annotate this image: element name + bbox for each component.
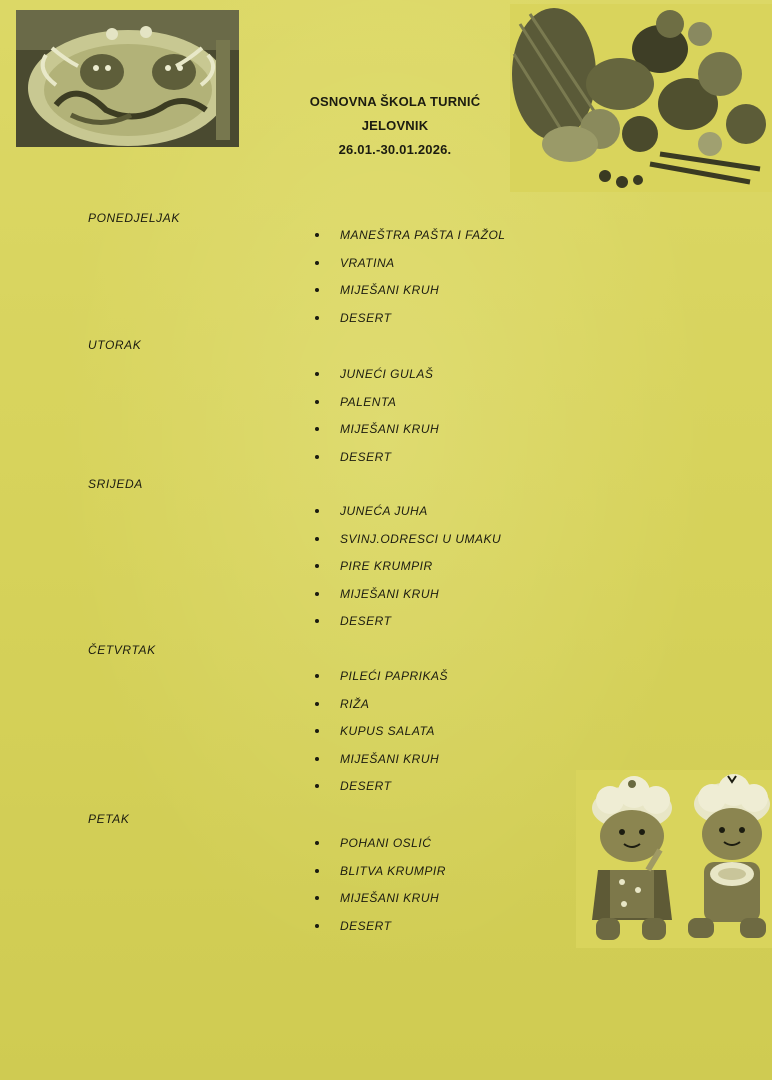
menu-item: VRATINA bbox=[312, 254, 505, 282]
day-items-thursday bbox=[312, 667, 448, 805]
menu-item: PIRE KRUMPIR bbox=[312, 557, 501, 585]
bullet-icon bbox=[315, 702, 319, 706]
bullet-icon bbox=[315, 455, 319, 459]
menu-item: PILEĆI PAPRIKAŠ bbox=[312, 667, 448, 695]
menu-item: POHANI OSLIĆ bbox=[312, 834, 446, 862]
day-items-tuesday bbox=[312, 365, 439, 475]
bullet-icon bbox=[315, 261, 319, 265]
bullet-icon bbox=[315, 592, 319, 596]
menu-item: MIJEŠANI KRUH bbox=[312, 585, 501, 613]
menu-item: JUNEĆA JUHA bbox=[312, 502, 501, 530]
menu-item: DESERT bbox=[312, 309, 505, 337]
day-label-friday: PETAK bbox=[88, 812, 130, 826]
day-label-thursday: ČETVRTAK bbox=[88, 643, 156, 657]
menu-item: MIJEŠANI KRUH bbox=[312, 420, 439, 448]
bullet-icon bbox=[315, 841, 319, 845]
vegetables-illustration bbox=[510, 4, 772, 192]
menu-dates: 26.01.-30.01.2026. bbox=[338, 142, 452, 157]
school-name: OSNOVNA ŠKOLA TURNIĆ bbox=[309, 94, 481, 109]
day-label-monday: PONEDJELJAK bbox=[88, 211, 180, 225]
bullet-icon bbox=[315, 564, 319, 568]
bullet-icon bbox=[315, 509, 319, 513]
menu-item: DESERT bbox=[312, 612, 501, 640]
bullet-icon bbox=[315, 316, 319, 320]
bullet-icon bbox=[315, 288, 319, 292]
menu-item: MIJEŠANI KRUH bbox=[312, 889, 446, 917]
day-items-wednesday bbox=[312, 502, 501, 640]
bullet-icon bbox=[315, 924, 319, 928]
bullet-icon bbox=[315, 427, 319, 431]
menu-item: PALENTA bbox=[312, 393, 439, 421]
plate-illustration bbox=[16, 10, 239, 147]
bullet-icon bbox=[315, 757, 319, 761]
day-items-friday bbox=[312, 834, 446, 944]
bullet-icon bbox=[315, 896, 319, 900]
menu-item: KUPUS SALATA bbox=[312, 722, 448, 750]
menu-item: MIJEŠANI KRUH bbox=[312, 750, 448, 778]
menu-item: RIŽA bbox=[312, 695, 448, 723]
vegetables-photo bbox=[510, 4, 772, 192]
menu-item: SVINJ.ODRESCI U UMAKU bbox=[312, 530, 501, 558]
bullet-icon bbox=[315, 233, 319, 237]
day-label-tuesday: UTORAK bbox=[88, 338, 142, 352]
menu-item: DESERT bbox=[312, 777, 448, 805]
menu-item: MIJEŠANI KRUH bbox=[312, 281, 505, 309]
bullet-icon bbox=[315, 537, 319, 541]
menu-title: JELOVNIK bbox=[361, 118, 429, 133]
menu-item: JUNEĆI GULAŠ bbox=[312, 365, 439, 393]
bullet-icon bbox=[315, 400, 319, 404]
menu-item: MANEŠTRA PAŠTA I FAŽOL bbox=[312, 226, 505, 254]
day-label-wednesday: SRIJEDA bbox=[88, 477, 143, 491]
bullet-icon bbox=[315, 674, 319, 678]
bullet-icon bbox=[315, 784, 319, 788]
menu-item: BLITVA KRUMPIR bbox=[312, 862, 446, 890]
bullet-icon bbox=[315, 869, 319, 873]
menu-item: DESERT bbox=[312, 917, 446, 945]
day-items-monday bbox=[312, 226, 505, 336]
menu-header bbox=[250, 90, 540, 162]
menu-item: DESERT bbox=[312, 448, 439, 476]
plate-photo bbox=[16, 10, 239, 147]
bullet-icon bbox=[315, 729, 319, 733]
gingerbread-illustration bbox=[576, 770, 772, 948]
gingerbread-chefs-photo bbox=[576, 770, 772, 948]
bullet-icon bbox=[315, 619, 319, 623]
bullet-icon bbox=[315, 372, 319, 376]
